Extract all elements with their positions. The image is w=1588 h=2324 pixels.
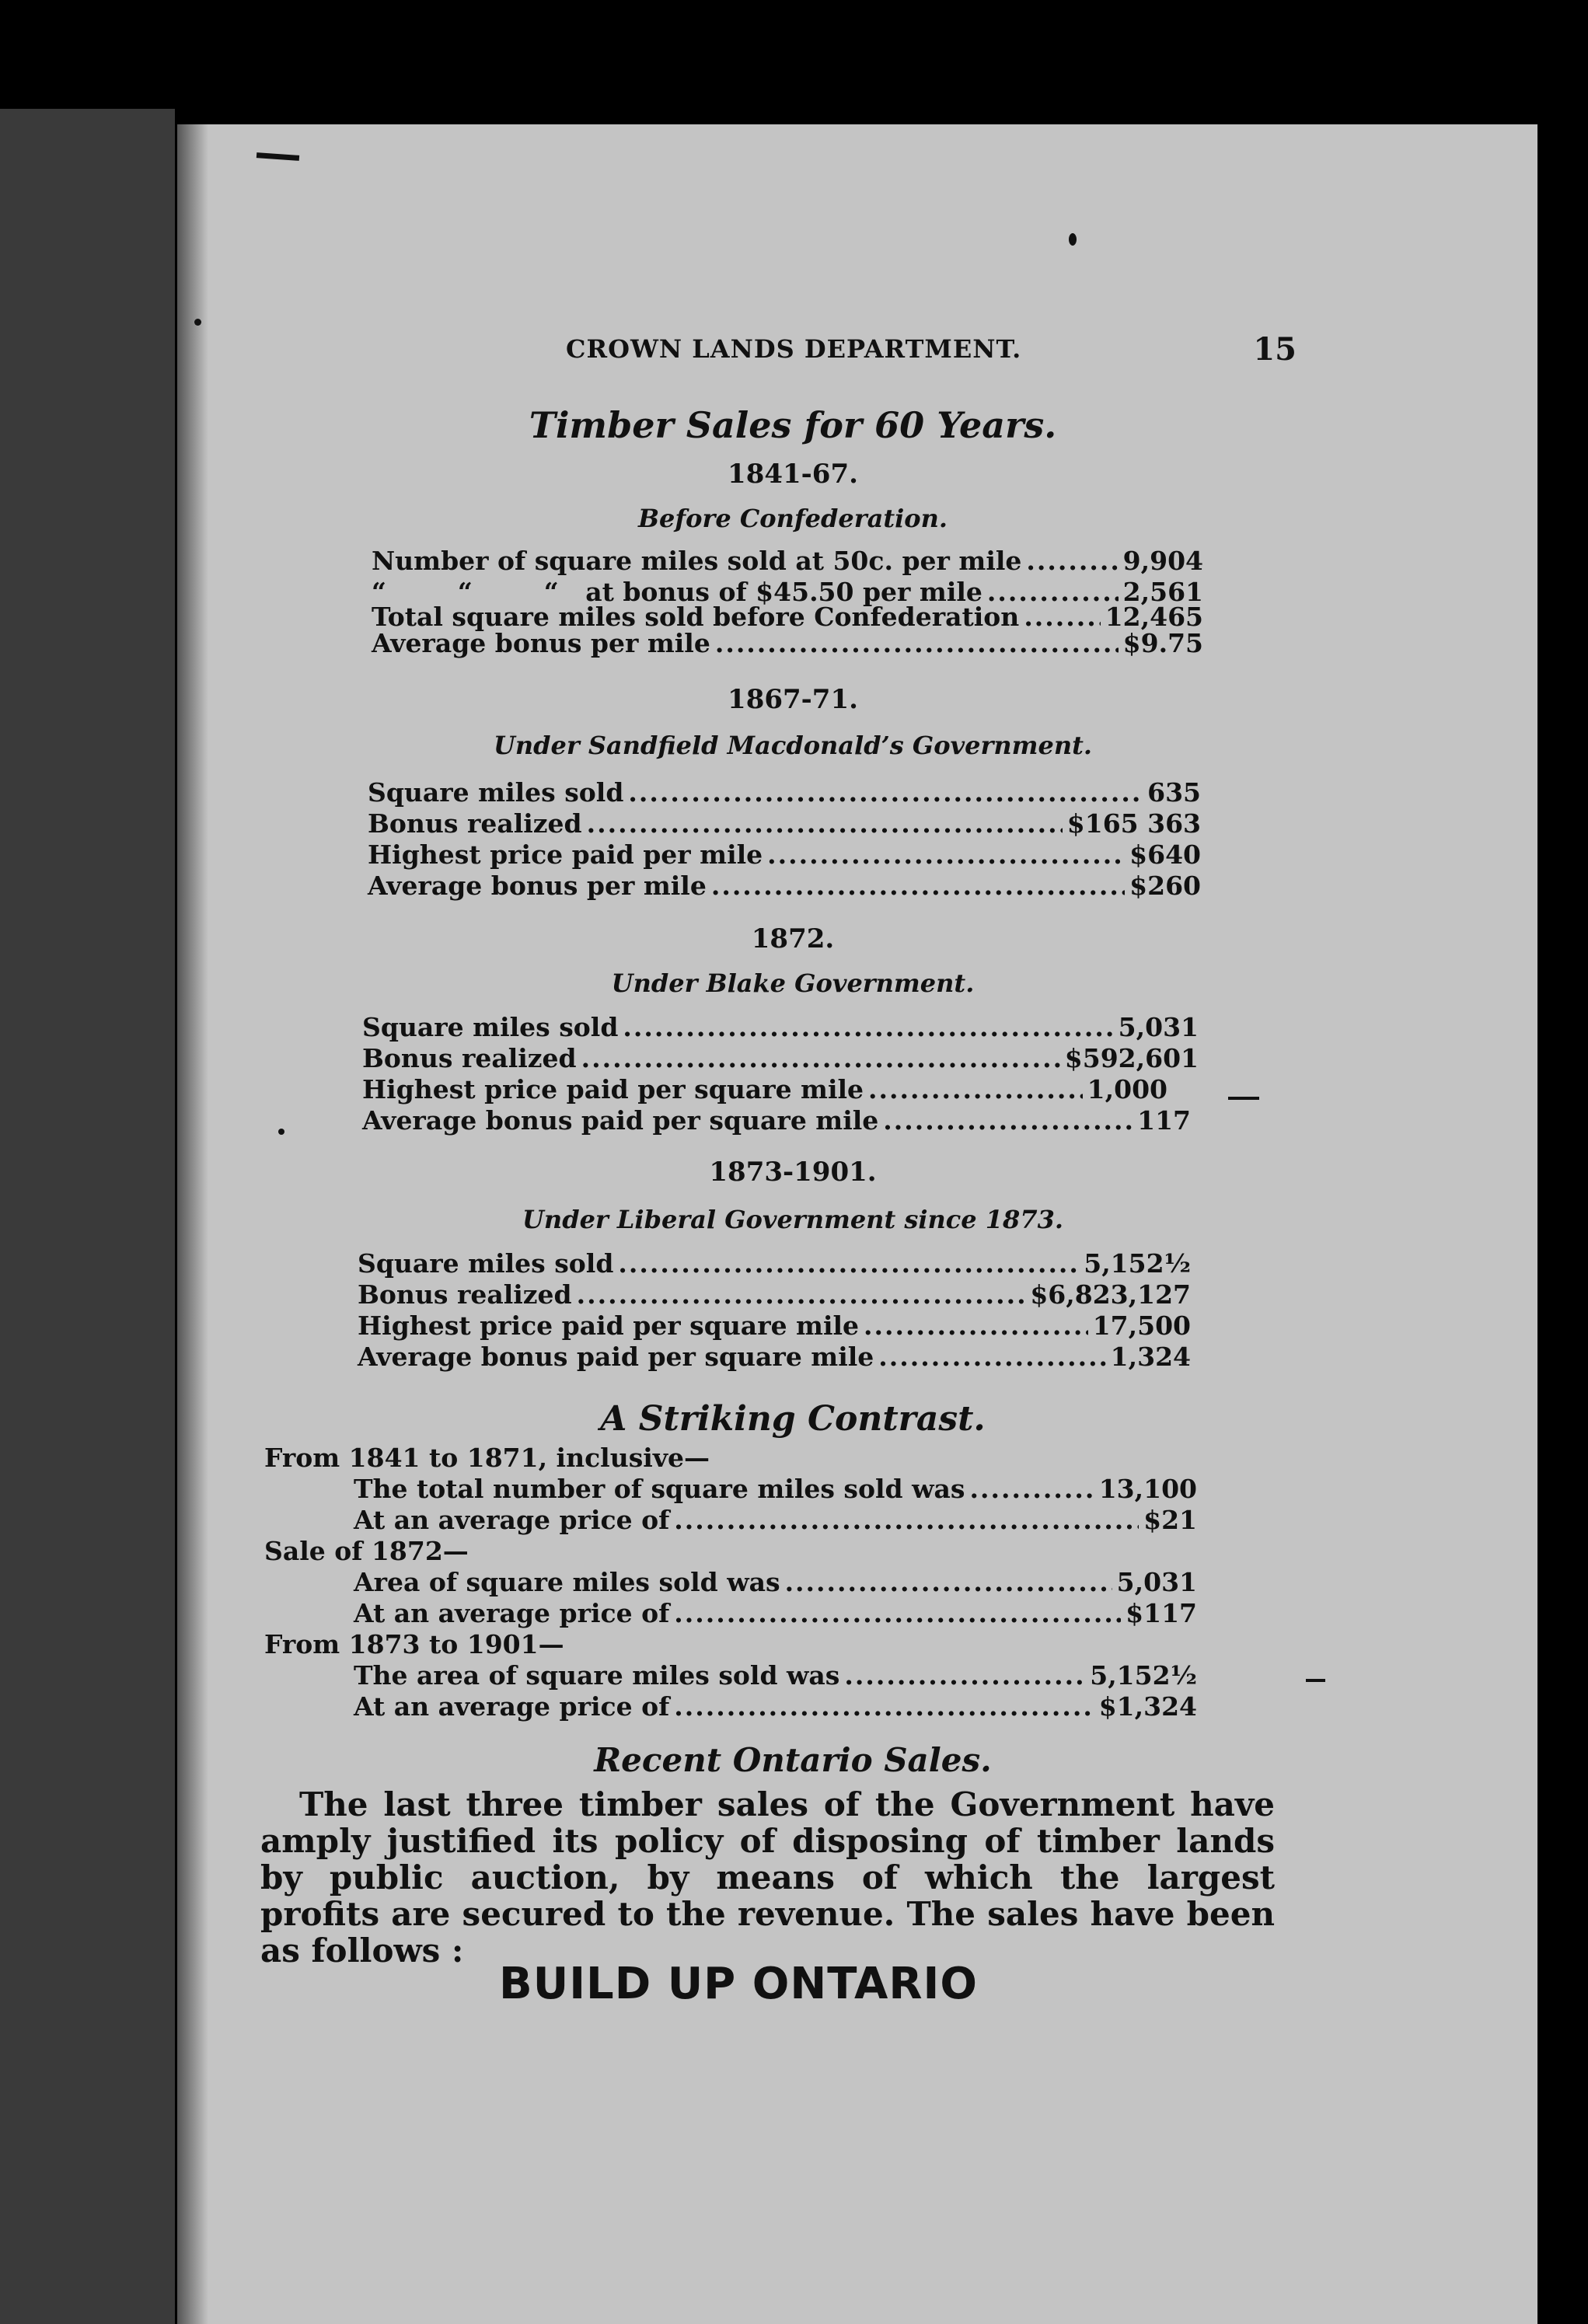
table-row [372, 602, 1203, 632]
recent-title: Recent Ontario Sales. [594, 1741, 992, 1779]
row-label: The total number of square miles sold was [354, 1474, 965, 1504]
table-row [362, 1105, 1199, 1136]
row-label: Bonus realized [362, 1043, 577, 1073]
row-value: $640 [1129, 839, 1201, 870]
row-label: Average bonus paid per square mile [362, 1105, 879, 1136]
row-value: 635 [1147, 777, 1201, 808]
scan-mark [1228, 1097, 1259, 1100]
table-row [372, 577, 1203, 607]
page-gutter-shadow [177, 124, 208, 2324]
contrast-row [264, 1474, 1197, 1505]
row-value: $165 363 [1066, 808, 1201, 839]
row-value: $9.75 [1122, 628, 1203, 658]
page-header [566, 331, 1297, 373]
scan-speck [278, 1129, 284, 1135]
row-label: Bonus realized [358, 1279, 572, 1310]
row-value: 12,465 [1105, 602, 1203, 632]
table-row [358, 1342, 1191, 1373]
row-label: Area of square miles sold was [354, 1567, 780, 1597]
scan-speck [1069, 233, 1077, 246]
row-value: 5,152½ [1090, 1660, 1197, 1691]
row-value: 2,561 [1122, 577, 1203, 607]
row-label: Highest price paid per square mile [362, 1074, 864, 1104]
row-label: Highest price paid per mile [368, 839, 763, 870]
contrast-row [264, 1691, 1197, 1722]
contrast-block [264, 1443, 1197, 1722]
table-row [368, 871, 1201, 902]
row-value: $1,324 [1098, 1691, 1197, 1722]
contrast-row [264, 1660, 1197, 1691]
page-number: 15 [1253, 331, 1297, 368]
row-label: “ “ “ at bonus of $45.50 per mile [372, 577, 982, 607]
row-label: At an average price of [354, 1691, 670, 1722]
table-row [368, 777, 1201, 808]
section-subtitle: Under Liberal Government since 1873. [522, 1205, 1063, 1234]
contrast-group-label: Sale of 1872— [264, 1536, 469, 1566]
section-table [358, 1248, 1191, 1373]
contrast-group-label: From 1873 to 1901— [264, 1629, 564, 1659]
table-row [358, 1279, 1191, 1310]
row-value: $6,823,127 [1030, 1279, 1191, 1310]
paragraph-text: The last three timber sales of the Government have amply justified its policy of disposing of timber lands by public auction, by means of which the largest profits are secured to the revenue. The sales have been as follows : [260, 1785, 1275, 1970]
contrast-row [264, 1505, 1197, 1536]
row-value: $21 [1143, 1505, 1197, 1535]
row-value: 17,500 [1092, 1310, 1191, 1341]
row-value: $117 [1126, 1598, 1197, 1628]
table-row [362, 1074, 1199, 1105]
row-label: At an average price of [354, 1505, 670, 1535]
table-row [362, 1043, 1199, 1074]
row-label: Square miles sold [362, 1012, 619, 1042]
table-row [358, 1248, 1191, 1279]
section-subtitle: Under Sandfield Macdonald’s Government. [493, 731, 1093, 760]
table-row [372, 546, 1203, 577]
table-row [368, 839, 1201, 871]
row-label: The area of square miles sold was [354, 1660, 840, 1691]
recent-paragraph [260, 1786, 1275, 1969]
section-years: 1841-67. [728, 459, 858, 490]
row-label: Square miles sold [358, 1248, 614, 1279]
row-label: At an average price of [354, 1598, 670, 1628]
row-value: 1,324 [1110, 1342, 1191, 1372]
contrast-row [264, 1567, 1197, 1598]
section-years: 1872. [751, 923, 835, 954]
row-value: 5,152½ [1084, 1248, 1191, 1279]
section-subtitle: Before Confederation. [637, 504, 948, 533]
section-table [362, 1012, 1199, 1136]
footer-banner: BUILD UP ONTARIO [499, 1959, 978, 2009]
table-row [368, 808, 1201, 839]
section-years: 1873-1901. [709, 1157, 877, 1188]
row-label: Square miles sold [368, 777, 624, 808]
section-subtitle: Under Blake Government. [611, 968, 975, 998]
row-value: 5,031 [1116, 1567, 1197, 1597]
main-title: Timber Sales for 60 Years. [529, 404, 1057, 446]
table-row [358, 1310, 1191, 1342]
row-label: Number of square miles sold at 50c. per mile [372, 546, 1022, 576]
scan-speck [194, 319, 201, 326]
row-label: Average bonus per mile [368, 871, 707, 901]
row-value: 9,904 [1122, 546, 1203, 576]
section-table [368, 777, 1201, 902]
row-label: Bonus realized [368, 808, 582, 839]
running-title: CROWN LANDS DEPARTMENT. [566, 334, 1022, 364]
row-label: Total square miles sold before Confederation [372, 602, 1020, 632]
contrast-group-label: From 1841 to 1871, inclusive— [264, 1443, 710, 1473]
table-row [372, 628, 1203, 659]
row-label: Highest price paid per square mile [358, 1310, 860, 1341]
section-table [372, 546, 1203, 659]
facing-page-edge [0, 109, 175, 2324]
row-value: 13,100 [1098, 1474, 1197, 1504]
table-row [362, 1012, 1199, 1043]
row-label: Average bonus paid per square mile [358, 1342, 874, 1372]
row-value: $260 [1129, 871, 1201, 901]
row-label: Average bonus per mile [372, 628, 710, 658]
section-years: 1867-71. [728, 684, 858, 715]
contrast-row [264, 1598, 1197, 1629]
scan-mark [1306, 1679, 1325, 1682]
row-value: 1,000 [1087, 1074, 1167, 1104]
row-value: 117 [1137, 1105, 1191, 1136]
row-value: 5,031 [1118, 1012, 1199, 1042]
row-value: $592,601 [1064, 1043, 1199, 1073]
contrast-title: A Striking Contrast. [600, 1399, 986, 1439]
